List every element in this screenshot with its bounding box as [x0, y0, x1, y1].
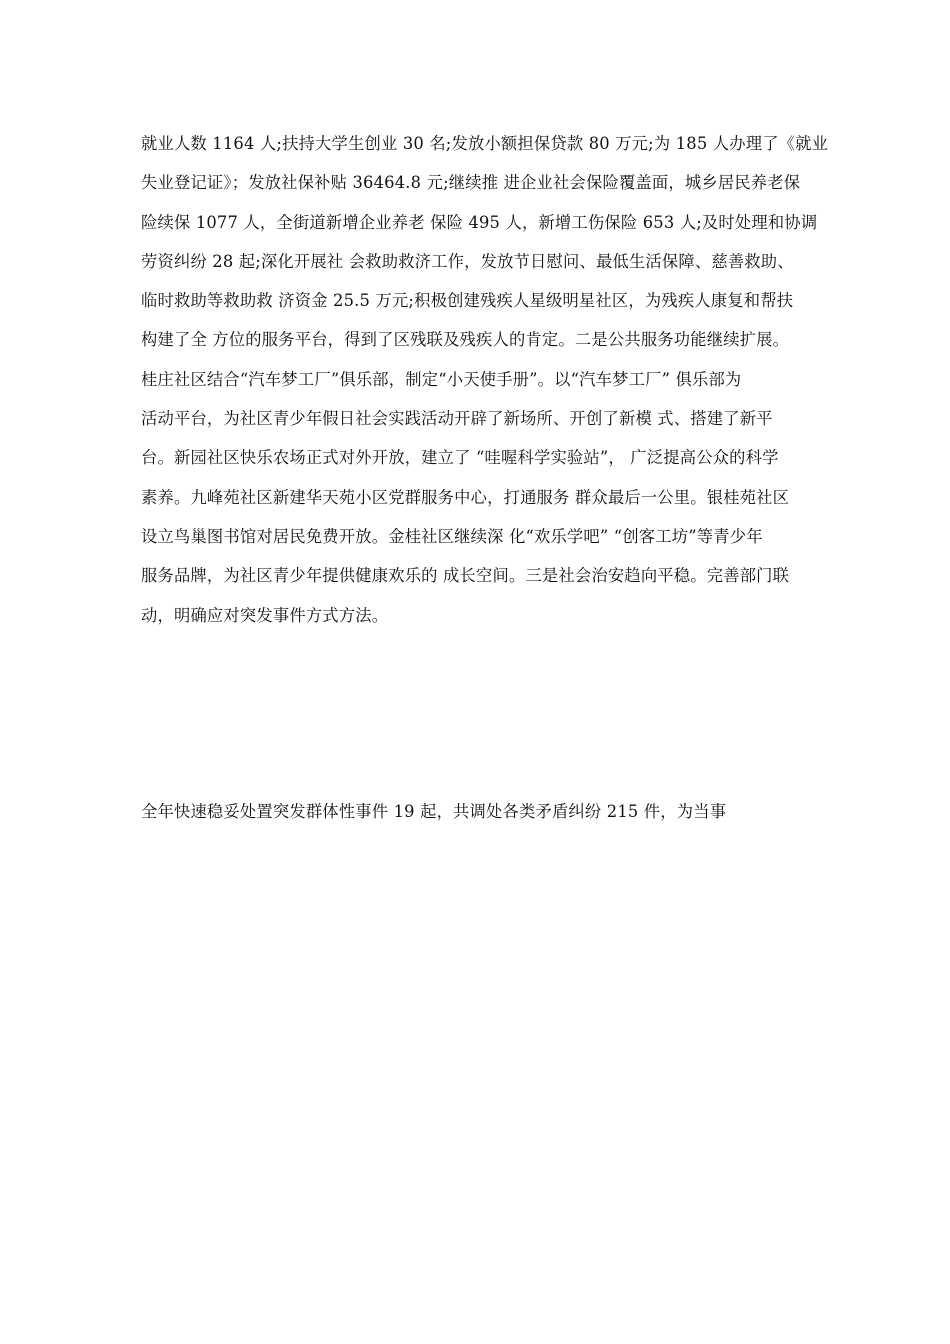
- paragraph-line: 临时救助等救助救 济资金 25.5 万元;积极创建残疾人星级明星社区，为残疾人康复和帮扶: [141, 291, 794, 311]
- paragraph-line: 就业人数 1164 人;扶持大学生创业 30 名;发放小额担保贷款 80 万元;为 185 人办理了《就业: [141, 134, 829, 153]
- paragraph-line: 素养。九峰苑社区新建华天苑小区党群服务中心，打通服务 群众最后一公里。银桂苑社区: [141, 487, 790, 507]
- paragraph-line: 桂庄社区结合“汽车梦工厂”俱乐部，制定“小天使手册”。以“汽车梦工厂” 俱乐部为: [141, 369, 742, 389]
- paragraph-line: 活动平台，为社区青少年假日社会实践活动开辟了新场所、开创了新模 式、搭建了新平: [141, 409, 773, 429]
- paragraph-1: [141, 124, 831, 635]
- paragraph-line: 失业登记证》；发放社保补贴 36464.8 元;继续推 进企业社会保险覆盖面，城乡居民养老保: [141, 173, 801, 193]
- paragraph-line: 设立鸟巢图书馆对居民免费开放。金桂社区继续深 化“欢乐学吧” “创客工坊”等青少年: [141, 526, 763, 546]
- paragraph-line: 服务品牌，为社区青少年提供健康欢乐的 成长空间。三是社会治安趋向平稳。完善部门联: [141, 566, 790, 586]
- paragraph-line: 险续保 1077 人，全街道新增企业养老 保险 495 人，新增工伤保险 653 人;及时处理和协调: [141, 212, 818, 232]
- paragraph-line: 动，明确应对突发事件方式方法。: [141, 605, 389, 625]
- paragraph-line: 构建了全 方位的服务平台，得到了区残联及残疾人的肯定。二是公共服务功能继续扩展。: [141, 330, 790, 350]
- paragraph-2: 全年快速稳妥处置突发群体性事件 19 起，共调处各类矛盾纠纷 215 件，为当事: [141, 802, 727, 821]
- paragraph-line: 劳资纠纷 28 起;深化开展社 会救助救济工作，发放节日慰问、最低生活保障、慈善救助、: [141, 251, 794, 271]
- paragraph-line: 台。新园社区快乐农场正式对外开放，建立了 “哇喔科学实验站”， 广泛提高公众的科学: [141, 448, 779, 468]
